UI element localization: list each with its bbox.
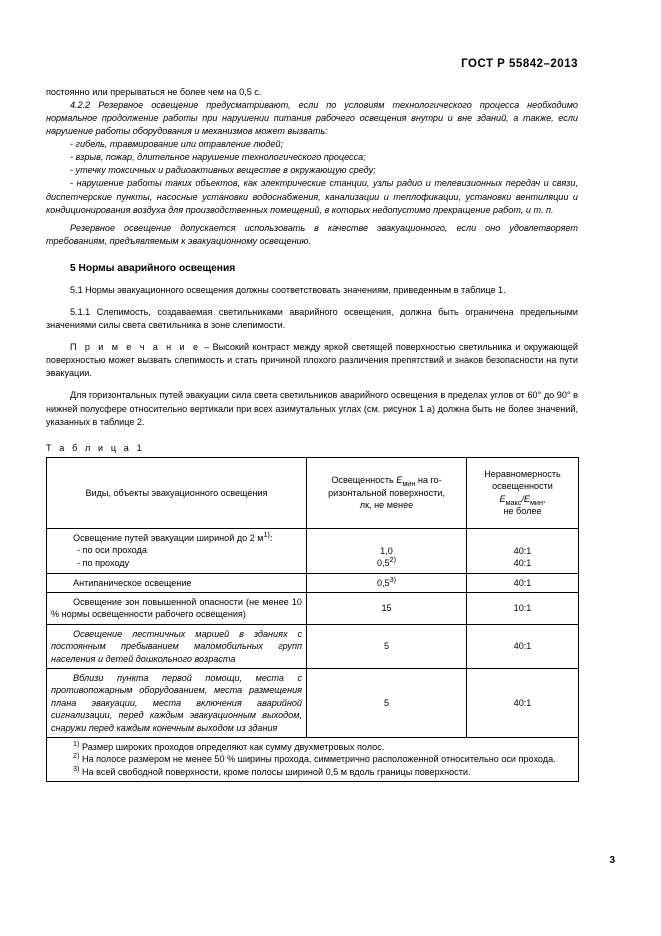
row-4-uniformity: 40:1 [467, 669, 579, 738]
table-row [47, 573, 579, 592]
header-illuminance-line1: Освещенность [331, 475, 394, 486]
table-row [47, 624, 579, 668]
paragraph-4-2-2: 4.2.2 Резервное освещение предусматривают, если по условиям технологического процесса необходимо нормальное продолжение работы при нарушении питания рабочего освещения внутри и вне зданий, а также, если нарушение работы оборудования и механизмов может вызвать: [46, 99, 578, 137]
row-1-illuminance-value: 0,5 [376, 577, 390, 588]
row-0-uniformity [467, 528, 579, 573]
row-0-subrow-0-uniformity: 40:1 [513, 545, 532, 556]
row-1-uniformity: 40:1 [467, 573, 579, 592]
row-1-object [47, 573, 307, 592]
header-illuminance [307, 457, 467, 528]
paragraph-continuation: постоянно или прерываться не более чем на 0,5 с. [46, 86, 262, 97]
row-3-object [47, 624, 307, 668]
row-0-subrow-0-illuminance: 1,0 [380, 545, 393, 556]
header-uniformity-symbol-max: E [499, 493, 506, 504]
header-uniformity-symbol-min: E [523, 493, 530, 504]
row-2-object [47, 592, 307, 624]
row-0-object [47, 528, 307, 573]
table-caption [46, 443, 578, 453]
row-0-subrow-1-label: - по проходу [77, 557, 130, 568]
header-uniformity-comma: , [542, 493, 546, 504]
row-2-object-text: Освещение зон повышенной опасности (не менее 10 % нормы освещенности рабочего освещения) [51, 596, 302, 620]
footnote-3-text: На всей свободной поверхности, кроме полосы шириной 0,5 м вдоль границы поверхности. [81, 766, 471, 777]
row-2-uniformity: 10:1 [467, 592, 579, 624]
paragraph-reserve-allowance: Резервное освещение допускается использовать в качестве эвакуационного, если оно удовлетворяет требованиям, предъявляемым к эвакуационному освещению. [46, 222, 578, 246]
header-uniformity-line1: Неравномерность [484, 468, 561, 479]
paragraph-note [46, 341, 578, 380]
row-4-illuminance-value: 5 [383, 697, 390, 708]
table-row [47, 669, 579, 738]
footnote-1-marker: 1) [73, 739, 80, 749]
row-3-illuminance [307, 624, 467, 668]
bullet-item-4: - нарушение работы таких объектов, как электрические станции, узлы радио и телевизионных передач и связи, диспетчерские пункты, насосные установки водоснабжения, канализации и теплофикации, установки вентиляции и кондиционирования воздуха для производственных помещений, в которых недопустимо прекращение работ, и т. п. [46, 178, 578, 215]
row-4-object [47, 669, 307, 738]
header-illuminance-line1-tail: на го- [417, 475, 442, 486]
note-text: – Высокий контраст между яркой светящей поверхностью светильника и окружающей поверхностью может вызвать слепимость и стать причиной плохого различения препятствий и знаков безопасности на пути эвакуации. [46, 342, 578, 379]
row-0-subrow-1-uniformity: 40:1 [513, 558, 532, 569]
row-0-subrow-1-illuminance: 0,5 [376, 558, 390, 569]
bullet-item-2: - взрыв, пожар, длительное нарушение технологического процесса; [70, 152, 366, 163]
row-0-object-lead-tail: : [269, 533, 273, 544]
row-0-footnote-marker: 1) [263, 530, 270, 540]
row-0-subrow-0-label: - по оси прохода [77, 545, 147, 556]
table-row [47, 528, 579, 573]
row-1-illuminance-sup: 3) [389, 574, 397, 584]
row-0-illuminance [307, 528, 467, 573]
row-2-illuminance [307, 592, 467, 624]
row-3-object-text: Освещение лестничных маршей в зданиях с постоянным пребыванием маломобильных групп населения и детей дошкольного возраста [51, 628, 302, 664]
header-illuminance-symbol: E [396, 475, 403, 486]
header-uniformity [467, 457, 579, 528]
row-1-illuminance [307, 573, 467, 592]
note-label: П р и м е ч а н и е [70, 342, 201, 353]
page-content [46, 58, 578, 782]
header-uniformity-line2: освещенности [492, 481, 553, 492]
paragraph-horizontal-paths: Для горизонтальных путей эвакуации сила света светильников аварийного освещения в пределах углов от 60° до 90° в нижней полусфере относительно вертикали при всех азимутальных углах (см. рисунок 1 а) должна быть не более значений, указанных в таблице 2. [46, 390, 578, 427]
emergency-lighting-norms-table [46, 457, 579, 783]
table-header-row [47, 457, 579, 528]
row-4-object-text: Вблизи пункта первой помощи, места с противопожарным оборудованием, места размещения плана эвакуации, места включения аварийной сигнализации, перед каждым эвакуационным выходом, снаружи перед каждым конечным выходом из здания [51, 673, 302, 733]
header-uniformity-subscript-max: макс [505, 497, 522, 507]
header-uniformity-slash: / [521, 493, 524, 504]
bullet-item-1: - гибель, травмирование или отравление людей; [70, 139, 284, 150]
table-footnotes-row [47, 738, 579, 782]
header-objects: Виды, объекты эвакуационного освещения [47, 457, 307, 528]
header-uniformity-subscript-min: мин [529, 497, 543, 507]
row-2-illuminance-value: 15 [381, 603, 392, 614]
header-illuminance-line3: лк, не менее [359, 499, 414, 510]
footnote-1-text: Размер широких проходов определяют как сумму двухметровых полос. [81, 742, 385, 753]
row-0-object-lead-text: Освещение путей эвакуации шириной до 2 м [73, 533, 264, 544]
footnote-1 [51, 741, 574, 753]
header-illuminance-subscript: мин [402, 478, 416, 488]
row-1-object-text: Антипаническое освещение [73, 577, 192, 588]
footnote-2 [51, 753, 574, 765]
table-caption-number: 1 [136, 442, 142, 453]
table-caption-word: Т а б л и ц а [46, 442, 132, 453]
row-0-object-lead [51, 532, 302, 544]
row-3-uniformity: 40:1 [467, 624, 579, 668]
footnote-3-marker: 3) [73, 763, 80, 773]
row-0-subrow-1-illuminance-sup: 2) [389, 555, 397, 565]
table-footnotes [47, 738, 579, 782]
header-uniformity-line4: не более [503, 506, 542, 517]
footnote-2-marker: 2) [73, 751, 80, 761]
row-3-illuminance-value: 5 [383, 641, 390, 652]
paragraph-5-1: 5.1 Нормы эвакуационного освещения должны соответствовать значениям, приведенным в таблице 1. [70, 284, 506, 295]
standard-header: ГОСТ Р 55842–2013 [461, 58, 578, 70]
table-body [47, 528, 579, 782]
header-illuminance-line2: ризонтальной поверхности, [328, 487, 445, 498]
bullet-item-3: - утечку токсичных и радиоактивных веществе в окружающую среду; [70, 165, 376, 176]
paragraph-5-1-1: 5.1.1 Слепимость, создаваемая светильниками аварийного освещения, должна быть ограничена предельными значениями силы света светильника в зоне слепимости. [46, 307, 578, 331]
page-number: 3 [609, 855, 615, 866]
row-4-illuminance [307, 669, 467, 738]
table-head [47, 457, 579, 528]
section-title-5: 5 Нормы аварийного освещения [70, 262, 236, 274]
footnote-3 [51, 763, 574, 778]
table-row [47, 592, 579, 624]
footnote-2-text: На полосе размером не менее 50 % ширины прохода, симметрично расположенной относительно оси прохода. [81, 754, 556, 765]
